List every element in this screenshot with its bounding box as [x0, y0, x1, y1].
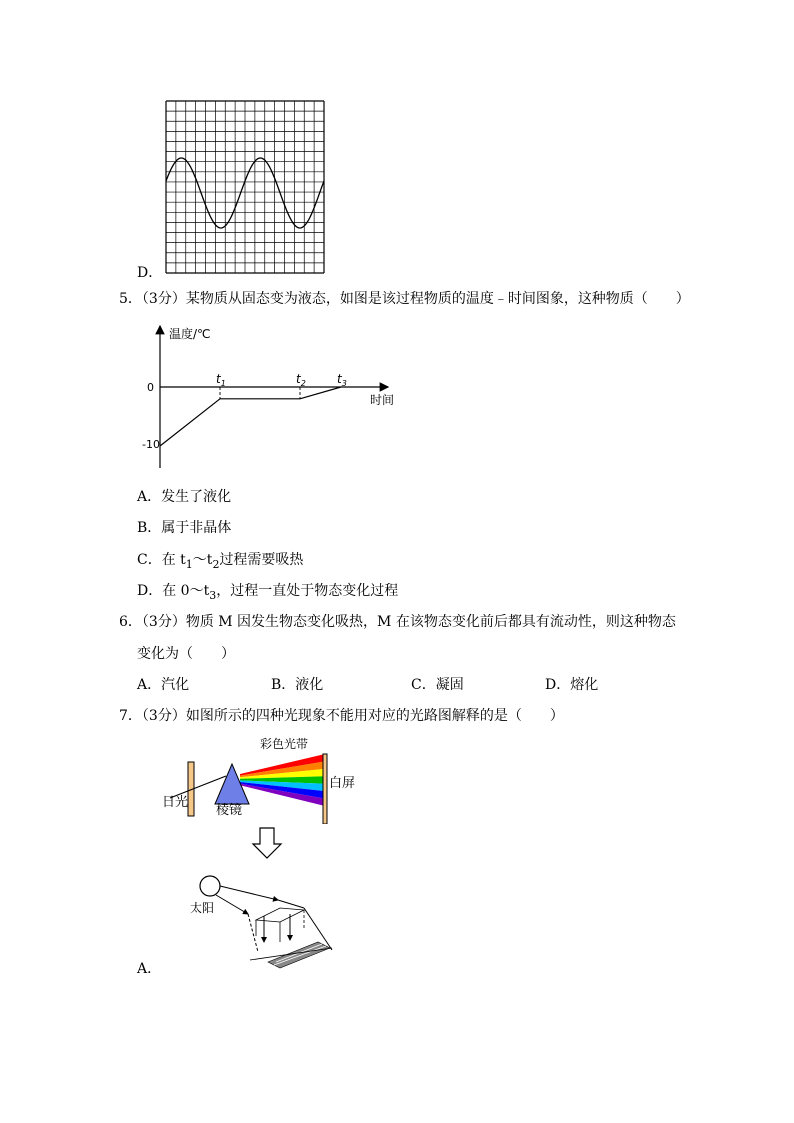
q6-stem-line1: 6．（3分）物质 M 因发生物态变化吸热，M 在该物态变化前后都具有流动性，则这种物态 — [119, 614, 676, 630]
y-tick-minus10: -10 — [142, 438, 160, 451]
glass-block — [256, 908, 304, 922]
q5-stem: 5．（3分）某物质从固态变为液态，如图是该过程物质的温度﹣时间图象，这种物质（ ） — [119, 291, 690, 307]
screen-label: 白屏 — [329, 776, 356, 791]
option-label: C． — [137, 552, 162, 568]
temperature-line — [160, 387, 341, 446]
option-label: B． — [137, 520, 162, 536]
option-text-mid: ～t — [192, 552, 213, 568]
q5-option-c — [137, 550, 303, 575]
y-tick-0: 0 — [147, 381, 154, 394]
q5-option-b — [137, 518, 231, 538]
q6-stem-line2: 变化为（ ） — [137, 646, 235, 662]
option-text: 汽化 — [161, 677, 190, 693]
subscript: 2 — [212, 557, 220, 571]
q6-option-d — [545, 675, 598, 695]
q5-option-a — [137, 487, 231, 507]
q7-option-a-label: A． — [137, 961, 162, 977]
spectrum-bands — [240, 754, 325, 806]
x-tick-3: $t_3$ — [337, 372, 347, 388]
option-label: D． — [545, 677, 571, 693]
temperature-time-chart — [138, 322, 398, 472]
wave-grid-figure — [164, 100, 326, 275]
x-axis-label: 时间 — [370, 393, 395, 407]
sun-label: 太阳 — [190, 901, 215, 915]
y-axis-label: 温度/℃ — [169, 327, 211, 341]
option-label: B． — [271, 677, 296, 693]
down-arrow-icon — [250, 826, 284, 860]
band-label: 彩色光带 — [260, 737, 309, 751]
q6-option-c — [411, 675, 464, 695]
option-label: C． — [411, 677, 436, 693]
sunlight-label: 日光 — [162, 795, 189, 810]
option-text: 液化 — [295, 677, 324, 693]
subscript: 1 — [185, 557, 193, 571]
q5-option-d — [137, 581, 398, 606]
option-text: 属于非晶体 — [161, 520, 232, 536]
sun-icon — [200, 876, 220, 896]
prism-label: 棱镜 — [216, 803, 243, 818]
white-screen — [323, 754, 327, 824]
option-label: A． — [137, 489, 162, 505]
option-text-pre: 在 t — [161, 552, 186, 568]
option-text: 熔化 — [570, 677, 599, 693]
option-label: D． — [137, 583, 163, 599]
prism-dispersion-figure — [160, 734, 370, 824]
q7-stem: 7．（3分）如图所示的四种光现象不能用对应的光路图解释的是（ ） — [119, 708, 564, 724]
option-text-post: ，过程一直处于物态变化过程 — [216, 583, 399, 599]
option-text: 凝固 — [435, 677, 464, 693]
option-text-post: 过程需要吸热 — [219, 552, 304, 568]
q6-option-a — [137, 675, 189, 695]
option-label: A． — [137, 677, 162, 693]
option-text-pre: 在 0～t — [162, 583, 210, 599]
q4-option-d-label: D． — [137, 265, 163, 281]
subscript: 3 — [209, 588, 217, 602]
x-tick-1: $t_1$ — [216, 372, 226, 388]
sun-reflection-figure — [186, 870, 336, 970]
x-tick-2: $t_2$ — [296, 372, 306, 388]
option-text: 发生了液化 — [161, 489, 232, 505]
q6-option-b — [271, 675, 323, 695]
